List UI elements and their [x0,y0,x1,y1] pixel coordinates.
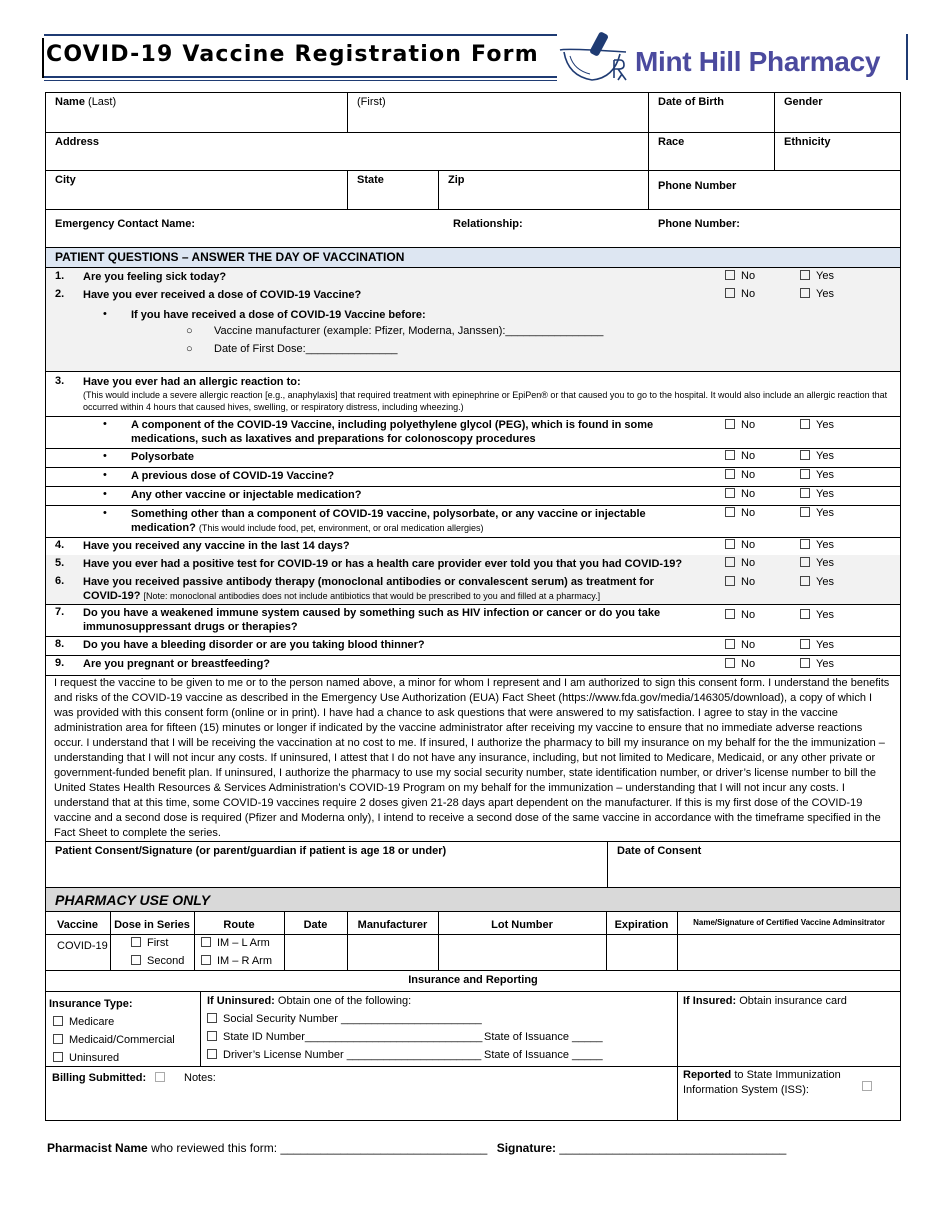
answer-no[interactable] [725,450,755,462]
vaccine-table-header-rule [45,934,901,935]
relationship-label: Relationship: [453,218,523,230]
question-text: A component of the COVID-19 Vaccine, including polyethylene glycol (PEG), which is found in some medications, such as laxatives and preparations for colonoscopy procedures [131,419,654,445]
race-label: Race [658,136,685,148]
checkbox[interactable] [800,658,810,668]
answer-yes[interactable] [800,507,834,519]
checkbox[interactable] [131,955,141,965]
checkbox[interactable] [725,488,735,498]
insurance-medicare-option[interactable] [53,1016,114,1028]
insurance-title: Insurance and Reporting [408,974,538,986]
race-field[interactable] [648,132,775,171]
answer-no[interactable] [725,469,755,481]
checkbox[interactable] [800,288,810,298]
checkbox[interactable] [800,488,810,498]
consent-paragraph: I request the vaccine to be given to me or to the person named above, a minor for whom I represent and I am authorized to sign this consent form. I understand the benefits and risks of the COVID-19 vaccine as described in the Emergency Use Authorization (EUA) Fact Sheet (https://www.fda.gov/media/146305/download), a copy of which I was provided with this consent form (online or in print). I have had a chance to ask questions that were answered to my satisfaction. I agree to stay in the vaccine administration area for fifteen (15) minutes or longer if indicated by the vaccine administrator after receiving my vaccine to ensure that no immediate adverse reactions occur. I understand that I will be receiving the vaccination at no cost to me. If insured, I authorize the pharmacy to bill my insurance on my behalf for the the immunization – understanding that I will not incur any costs. If uninsured, I attest that I do not have any insurance, including, but not limited to Medicare, Medicaid, or any other private or government-funded benefit plan. If uninsured, I authorize the pharmacy to use my social security number, state identification number, or driver’s license number to bill the United States Health Resources & Services Administration’s COVID-19 Program on my behalf for the immunization – understanding that I will not incur any costs. I understand that at this time, some COVID-19 vaccines require 2 doses given 21-28 days apart dependent on the manufacturer. If this is my first dose of the COVID-19 vaccine and a second dose is required (Pfizer and Moderna only), I intend to receive a second dose of the same vaccine in accordance with the timeframe specified in the Fact Sheet to complete the series. [45,675,901,842]
question-number: 5. [55,557,65,569]
answer-no[interactable] [725,488,755,500]
city-label: City [55,174,76,186]
question-row-3c [45,467,901,487]
insurance-medicaid-label: Medicaid/Commercial [69,1034,175,1046]
reported-text: to State Immunization Information System (ISS): [683,1069,841,1096]
pharmacist-signature-label: Signature: [496,1141,557,1155]
question-row-9 [45,655,901,676]
dose-first-label: First [147,937,169,949]
dose-second-label: Second [147,955,185,967]
route-left-label: IM – L Arm [217,937,270,949]
checkbox[interactable] [725,539,735,549]
answer-yes[interactable] [800,609,834,621]
consent-date-label: Date of Consent [617,845,702,857]
insurance-bottom-rule [45,1066,901,1067]
question-text [83,575,683,603]
checkbox[interactable] [725,557,735,567]
gender-field[interactable] [774,92,901,133]
question-row-8 [45,636,901,656]
checkbox[interactable] [207,1031,217,1041]
drivers-license-option[interactable] [207,1049,481,1061]
billing-submitted-label: Billing Submitted: [52,1072,147,1084]
route-right-label: IM – R Arm [217,955,273,967]
question-number: 6. [55,575,65,587]
question-row-6 [45,573,901,605]
checkbox[interactable] [800,639,810,649]
checkbox[interactable] [800,450,810,460]
billing-submitted[interactable] [52,1072,171,1084]
answer-yes-label: Yes [816,576,834,588]
reported-iss-checkbox[interactable] [862,1081,872,1091]
uninsured-text: Obtain one of the following: [277,995,412,1007]
dob-label: Date of Birth [658,96,724,108]
checkbox[interactable] [53,1034,63,1044]
insured-text: Obtain insurance card [739,995,847,1007]
checkbox[interactable] [725,469,735,479]
pharmacist-name-text: who reviewed this form: _______________________________ [151,1141,488,1155]
question-text: Polysorbate [131,451,194,463]
notes-label: Notes: [184,1072,216,1084]
answer-no[interactable] [725,658,755,670]
answer-yes-label: Yes [816,270,834,282]
question-6-text: Have you received passive antibody therapy (monoclonal antibodies or convalescent serum) as treatment for COVID-19? [83,576,654,602]
answer-no-label: No [741,450,756,462]
form-title-box [42,38,557,78]
brand-logo-text: Mint Hill Pharmacy [635,46,881,77]
answer-yes-label: Yes [816,488,834,500]
reported-iss [683,1068,863,1098]
name-first-label: (First) [357,96,386,108]
emergency-phone-label: Phone Number: [658,218,740,230]
insurance-uninsured-option[interactable] [53,1052,119,1064]
checkbox[interactable] [800,270,810,280]
answer-yes-label: Yes [816,609,834,621]
question-row-2 [45,286,901,306]
checkbox[interactable] [725,576,735,586]
answer-no-label: No [741,469,756,481]
question-number: 9. [55,657,65,669]
answer-yes[interactable] [800,557,834,569]
answer-yes-label: Yes [816,450,834,462]
question-row-3b [45,448,901,468]
answer-yes-label: Yes [816,557,834,569]
pharmacy-use-title: PHARMACY USE ONLY [55,892,211,908]
insurance-medicaid-option[interactable] [53,1034,175,1046]
checkbox[interactable] [725,658,735,668]
zip-label: Zip [448,174,465,186]
answer-yes[interactable] [800,658,834,670]
question-number: 4. [55,539,65,551]
header-rule-bottom [44,76,557,78]
answer-yes[interactable] [800,288,834,300]
checkbox[interactable] [800,507,810,517]
answer-yes-label: Yes [816,639,834,651]
patient-signature-field[interactable] [45,841,608,888]
checkbox[interactable] [800,576,810,586]
question-2-followup [45,305,901,372]
answer-yes[interactable] [800,419,834,431]
answer-yes-label: Yes [816,658,834,670]
checkbox[interactable] [201,955,211,965]
checkbox[interactable] [725,450,735,460]
consent-date-field[interactable] [607,841,901,888]
vaccine-manufacturer-field[interactable]: Vaccine manufacturer (example: Pfizer, Moderna, Janssen):________________ [214,325,604,337]
checkbox[interactable] [725,639,735,649]
insurance-type-label: Insurance Type: [49,998,133,1010]
col-dose-header: Dose in Series [114,919,190,931]
name-last-field[interactable] [45,92,348,133]
col-manufacturer-header: Manufacturer [357,919,428,931]
dob-field[interactable] [648,92,775,133]
circle-bullet: ○ [186,325,193,337]
checkbox[interactable] [725,288,735,298]
name-first-field[interactable] [347,92,649,133]
ethnicity-label: Ethnicity [784,136,831,148]
answer-yes-label: Yes [816,507,834,519]
pharmacist-name-label: Pharmacist Name [47,1141,148,1155]
checkbox[interactable] [800,539,810,549]
ssn-option[interactable] [207,1013,482,1025]
checkbox[interactable] [131,937,141,947]
uninsured-instruction [207,995,411,1007]
answer-no-label: No [741,488,756,500]
question-row-4 [45,537,901,556]
uninsured-label: If Uninsured: [207,995,275,1007]
answer-no-label: No [741,576,756,588]
question-text: Have you received any vaccine in the last 14 days? [83,540,350,552]
question-row-3a [45,416,901,449]
checkbox[interactable] [53,1016,63,1026]
question-text: Have you ever had an allergic reaction to: [83,376,301,388]
answer-no[interactable] [725,576,755,588]
insurance-medicare-label: Medicare [69,1016,115,1028]
question-text: Do you have a weakened immune system caused by something such as HIV infection or cancer or do you take immunosuppressant drugs or therapies? [83,607,661,633]
checkbox[interactable] [800,419,810,429]
name-label: Name [55,96,85,108]
checkbox[interactable] [207,1013,217,1023]
answer-no-label: No [741,270,756,282]
answer-yes[interactable] [800,469,834,481]
question-number: 8. [55,638,65,650]
col-divider [200,991,201,1066]
checkbox[interactable] [800,469,810,479]
name-last-label: (Last) [88,96,117,108]
bullet: • [103,308,107,320]
col-lot-header: Lot Number [491,919,553,931]
answer-no[interactable] [725,557,755,569]
question-3e-text: Something other than a component of COVID-19 vaccine, polysorbate, or any vaccine or injectable medication? [131,508,646,534]
question-text: Have you ever had a positive test for COVID-19 or has a health care provider ever told you that you had COVID-19? [83,558,683,570]
answer-no[interactable] [725,288,755,300]
question-3e-note: (This would include food, pet, environment, or oral medication allergies) [198,523,484,533]
state-id-option[interactable] [207,1031,482,1043]
state-field[interactable] [347,170,439,210]
pharmacist-signature-line: __________________________________ [559,1141,787,1155]
checkbox[interactable] [725,270,735,280]
answer-no-label: No [741,658,756,670]
header-right-bar [906,34,908,80]
col-route-header: Route [223,919,255,931]
answer-no-label: No [741,609,756,621]
header-rule-bottom-thin [44,80,557,81]
first-dose-date-field[interactable]: Date of First Dose:_______________ [214,343,398,355]
drivers-license-label: Driver’s License Number ______________________ [223,1049,482,1061]
insured-instruction [683,995,847,1007]
patient-questions-title: PATIENT QUESTIONS – ANSWER THE DAY OF VACCINATION [55,250,405,264]
answer-no[interactable] [725,639,755,651]
bullet: • [103,418,107,430]
question-row-3e [45,505,901,538]
answer-no-label: No [741,507,756,519]
question-text: Do you have a bleeding disorder or are you taking blood thinner? [83,639,425,651]
checkbox[interactable] [725,419,735,429]
answer-yes-label: Yes [816,539,834,551]
question-text: Are you feeling sick today? [83,271,227,283]
bullet: • [103,469,107,481]
address-label: Address [55,136,100,148]
answer-yes[interactable] [800,488,834,500]
answer-no-label: No [741,419,756,431]
checkbox[interactable] [800,609,810,619]
route-right-arm-option[interactable] [201,955,272,967]
dose-second-option[interactable] [131,955,184,967]
insurance-uninsured-label: Uninsured [69,1052,120,1064]
state-id-issuance-field[interactable]: State of Issuance _____ [484,1031,603,1043]
checkbox[interactable] [725,609,735,619]
answer-yes[interactable] [800,450,834,462]
col-date-header: Date [303,919,328,931]
ssn-label: Social Security Number _______________________ [223,1013,482,1025]
question-row-5 [45,555,901,574]
circle-bullet: ○ [186,343,193,355]
emergency-contact-row[interactable] [45,209,901,248]
state-label: State [357,174,384,186]
insured-label: If Insured: [683,995,737,1007]
question-number: 3. [55,375,65,387]
question-row-1 [45,268,901,287]
question-text: Are you pregnant or breastfeeding? [83,658,271,670]
ethnicity-field[interactable] [774,132,901,171]
question-number: 2. [55,288,65,300]
question-text: Any other vaccine or injectable medication? [131,489,362,501]
answer-no[interactable] [725,609,755,621]
col-expiration-header: Expiration [614,919,669,931]
phone-label: Phone Number [658,180,737,192]
checkbox[interactable] [53,1052,63,1062]
reported-label: Reported [683,1069,732,1081]
answer-yes-label: Yes [816,288,834,300]
answer-no[interactable] [725,419,755,431]
col-divider [677,991,678,1121]
pharmacist-review-line[interactable] [47,1141,786,1155]
answer-yes[interactable] [800,639,834,651]
emergency-contact-label: Emergency Contact Name: [55,218,195,230]
answer-yes[interactable] [800,270,834,282]
state-id-label: State ID Number_____________________________ [223,1031,483,1043]
patient-signature-label: Patient Consent/Signature (or parent/guardian if patient is age 18 or under) [55,845,447,857]
checkbox[interactable] [207,1049,217,1059]
header-rule-top [44,34,557,36]
insurance-rule [45,991,901,992]
bullet: • [103,450,107,462]
city-field[interactable] [45,170,348,210]
answer-no[interactable] [725,507,755,519]
question-text [131,507,671,535]
col-admin-header: Name/Signature of Certified Vaccine Adminsitrator [693,918,885,927]
answer-yes-label: Yes [816,469,834,481]
question-6-note: [Note: monoclonal antibodies does not include antibiotics that would be prescribed to you and filled at a pharmacy.] [143,591,601,601]
pharmacy-use-header [45,887,901,912]
vaccine-value: COVID-19 [57,940,108,952]
bullet: • [103,488,107,500]
question-2-sub-text: If you have received a dose of COVID-19 Vaccine before: [131,309,426,321]
question-3-note: (This would include a severe allergic reaction [e.g., anaphylaxis] that required treatment with epinephrine or EpiPen® or that caused you to go to the hospital. It would also include an allergic reaction that occurred within 4 hours that caused hives, swelling, or respiratory distress, including wheezing.) [83,390,888,412]
checkbox[interactable] [725,507,735,517]
question-text: Have you ever received a dose of COVID-19 Vaccine? [83,289,362,301]
question-number: 7. [55,606,65,618]
question-text: A previous dose of COVID-19 Vaccine? [131,470,335,482]
answer-no-label: No [741,539,756,551]
question-row-3d [45,486,901,506]
address-field[interactable] [45,132,649,171]
bullet: • [103,507,107,519]
answer-no-label: No [741,288,756,300]
mortar-pestle-rx-icon [556,30,634,86]
question-number: 1. [55,270,65,282]
answer-yes-label: Yes [816,419,834,431]
question-row-7 [45,604,901,637]
answer-yes[interactable] [800,576,834,588]
answer-no[interactable] [725,270,755,282]
route-left-arm-option[interactable] [201,937,270,949]
answer-yes[interactable] [800,539,834,551]
patient-questions-header [45,247,901,268]
answer-no-label: No [741,557,756,569]
question-row-3 [45,371,901,417]
zip-field[interactable] [438,170,649,210]
phone-field[interactable] [648,170,901,210]
col-vaccine-header: Vaccine [57,919,98,931]
gender-label: Gender [784,96,823,108]
answer-no[interactable] [725,539,755,551]
dl-issuance-field[interactable]: State of Issuance _____ [484,1049,603,1061]
checkbox[interactable] [800,557,810,567]
checkbox[interactable] [201,937,211,947]
checkbox[interactable] [155,1072,165,1082]
answer-no-label: No [741,639,756,651]
dose-first-option[interactable] [131,937,168,949]
form-title: COVID-19 Vaccine Registration Form [46,42,539,67]
